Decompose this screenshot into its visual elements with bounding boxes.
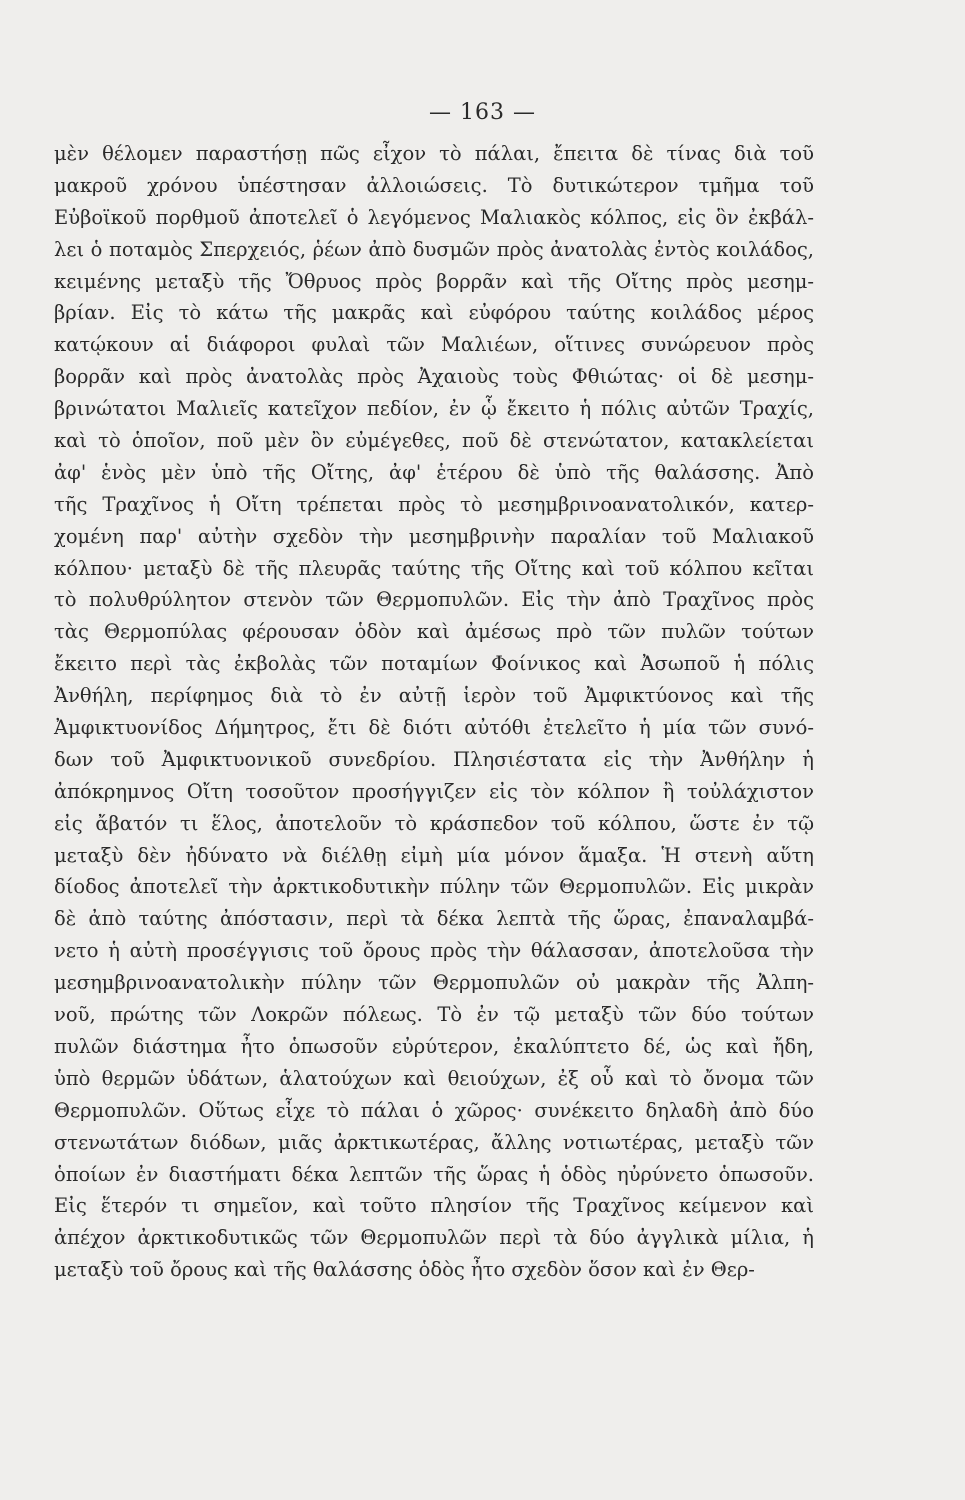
text-line: εἰς ἄβατόν τι ἕλος, ἀποτελοῦν τὸ κράσπεδον τοῦ κόλπου, ὥστε ἐν τῷ: [54, 811, 814, 835]
text-line: μεταξὺ δὲν ἠδύνατο νὰ διέλθῃ εἰμὴ μία μόνον ἅμαξα. Ἡ στενὴ αὕτη: [54, 843, 814, 867]
text-line: ὑπὸ θερμῶν ὑδάτων, ἁλατούχων καὶ θειούχων, ἐξ οὗ καὶ τὸ ὄνομα τῶν: [54, 1066, 814, 1090]
text-line: βρίαν. Εἰς τὸ κάτω τῆς μακρᾶς καὶ εὐφόρου ταύτης κοιλάδος μέρος: [54, 301, 814, 325]
text-line: νετο ἡ αὐτὴ προσέγγισις τοῦ ὄρους πρὸς τὴν θάλασσαν, ἀποτελοῦσα τὴν: [54, 939, 814, 963]
text-line: ἀφ' ἑνὸς μὲν ὑπὸ τῆς Οἴτης, ἀφ' ἑτέρου δὲ ὑπὸ τῆς θαλάσσης. Ἀπὸ: [54, 460, 814, 484]
page-number: — 163 —: [429, 100, 536, 125]
body-text: [54, 138, 814, 1286]
text-line: μεταξὺ τοῦ ὄρους καὶ τῆς θαλάσσης ὁδὸς ἦτο σχεδὸν ὅσον καὶ ἐν Θερ-: [54, 1258, 755, 1282]
text-line: μὲν θέλομεν παραστήσῃ πῶς εἶχον τὸ πάλαι, ἔπειτα δὲ τίνας διὰ τοῦ: [54, 142, 814, 165]
text-line: κειμένης μεταξὺ τῆς Ὄθρυος πρὸς βορρᾶν καὶ τῆς Οἴτης πρὸς μεσημ-: [54, 269, 814, 293]
text-line: λει ὁ ποταμὸς Σπερχειός, ῥέων ἀπὸ δυσμῶν πρὸς ἀνατολὰς ἐντὸς κοιλάδος,: [54, 237, 814, 261]
text-line: μεσημβρινοανατολικὴν πύλην τῶν Θερμοπυλῶν οὐ μακρὰν τῆς Ἀλπη-: [54, 971, 814, 995]
text-line: τῆς Τραχῖνος ἡ Οἴτη τρέπεται πρὸς τὸ μεσημβρινοανατολικόν, κατερ-: [54, 492, 814, 516]
text-line: δὲ ἀπὸ ταύτης ἀπόστασιν, περὶ τὰ δέκα λεπτὰ τῆς ὥρας, ἐπαναλαμβά-: [54, 907, 814, 931]
text-line: καὶ τὸ ὁποῖον, ποῦ μὲν ὂν εὐμέγεθες, ποῦ δὲ στενώτατον, κατακλείεται: [54, 429, 814, 453]
text-line: βρινώτατοι Μαλιεῖς κατεῖχον πεδίον, ἐν ᾧ ἔκειτο ἡ πόλις αὐτῶν Τραχίς,: [54, 397, 814, 421]
text-line: στενωτάτων διόδων, μιᾶς ἀρκτικωτέρας, ἄλλης νοτιωτέρας, μεταξὺ τῶν: [54, 1130, 814, 1154]
text-line: μακροῦ χρόνου ὑπέστησαν ἀλλοιώσεις. Τὸ δυτικώτερον τμῆμα τοῦ: [54, 173, 814, 197]
text-line: χομένη παρ' αὐτὴν σχεδὸν τὴν μεσημβρινὴν παραλίαν τοῦ Μαλιακοῦ: [54, 524, 814, 548]
text-line: νοῦ, πρώτης τῶν Λοκρῶν πόλεως. Τὸ ἐν τῷ μεταξὺ τῶν δύο τούτων: [54, 1003, 814, 1027]
text-line: δων τοῦ Ἀμφικτυονικοῦ συνεδρίου. Πλησιέστατα εἰς τὴν Ἀνθήλην ἡ: [54, 747, 814, 771]
text-line: κατῴκουν αἱ διάφοροι φυλαὶ τῶν Μαλιέων, οἵτινες συνώρευον πρὸς: [54, 333, 814, 357]
text-line: τὸ πολυθρύλητον στενὸν τῶν Θερμοπυλῶν. Εἰς τὴν ἀπὸ Τραχῖνος πρὸς: [54, 588, 814, 612]
text-line: βορρᾶν καὶ πρὸς ἀνατολὰς πρὸς Ἀχαιοὺς τοὺς Φθιώτας· οἱ δὲ μεσημ-: [54, 365, 814, 389]
text-line: ὁποίων ἐν διαστήματι δέκα λεπτῶν τῆς ὥρας ἡ ὁδὸς ηὐρύνετο ὁπωσοῦν.: [54, 1162, 814, 1186]
text-line: Ἀμφικτυονίδος Δήμητρος, ἔτι δὲ διότι αὐτόθι ἐτελεῖτο ἡ μία τῶν συνό-: [54, 716, 814, 740]
text-line: τὰς Θερμοπύλας φέρουσαν ὁδὸν καὶ ἀμέσως πρὸ τῶν πυλῶν τούτων: [54, 620, 814, 644]
text-line: κόλπου· μεταξὺ δὲ τῆς πλευρᾶς ταύτης τῆς Οἴτης καὶ τοῦ κόλπου κεῖται: [54, 556, 814, 580]
text-line: πυλῶν διάστημα ἦτο ὁπωσοῦν εὐρύτερον, ἐκαλύπτετο δέ, ὡς καὶ ἤδη,: [54, 1034, 814, 1058]
text-line: Εὐβοϊκοῦ πορθμοῦ ἀποτελεῖ ὁ λεγόμενος Μαλιακὸς κόλπος, εἰς ὃν ἐκβάλ-: [54, 205, 814, 229]
text-line: ἀπόκρημνος Οἴτη τοσοῦτον προσήγγιζεν εἰς τὸν κόλπον ἢ τοὐλάχιστον: [54, 779, 814, 803]
text-line: Θερμοπυλῶν. Οὕτως εἶχε τὸ πάλαι ὁ χῶρος· συνέκειτο δηλαδὴ ἀπὸ δύο: [54, 1098, 814, 1122]
text-line: ἀπέχον ἀρκτικοδυτικῶς τῶν Θερμοπυλῶν περὶ τὰ δύο ἀγγλικὰ μίλια, ἡ: [54, 1226, 814, 1250]
text-line: Ἀνθήλη, περίφημος διὰ τὸ ἐν αὐτῇ ἱερὸν τοῦ Ἀμφικτύονος καὶ τῆς: [54, 684, 814, 708]
text-line: ἔκειτο περὶ τὰς ἐκβολὰς τῶν ποταμίων Φοίνικος καὶ Ἀσωποῦ ἡ πόλις: [54, 652, 814, 676]
text-line: Εἰς ἕτερόν τι σημεῖον, καὶ τοῦτο πλησίον τῆς Τραχῖνος κείμενον καὶ: [54, 1194, 814, 1218]
text-line: δίοδος ἀποτελεῖ τὴν ἀρκτικοδυτικὴν πύλην τῶν Θερμοπυλῶν. Εἰς μικρὰν: [54, 875, 814, 899]
